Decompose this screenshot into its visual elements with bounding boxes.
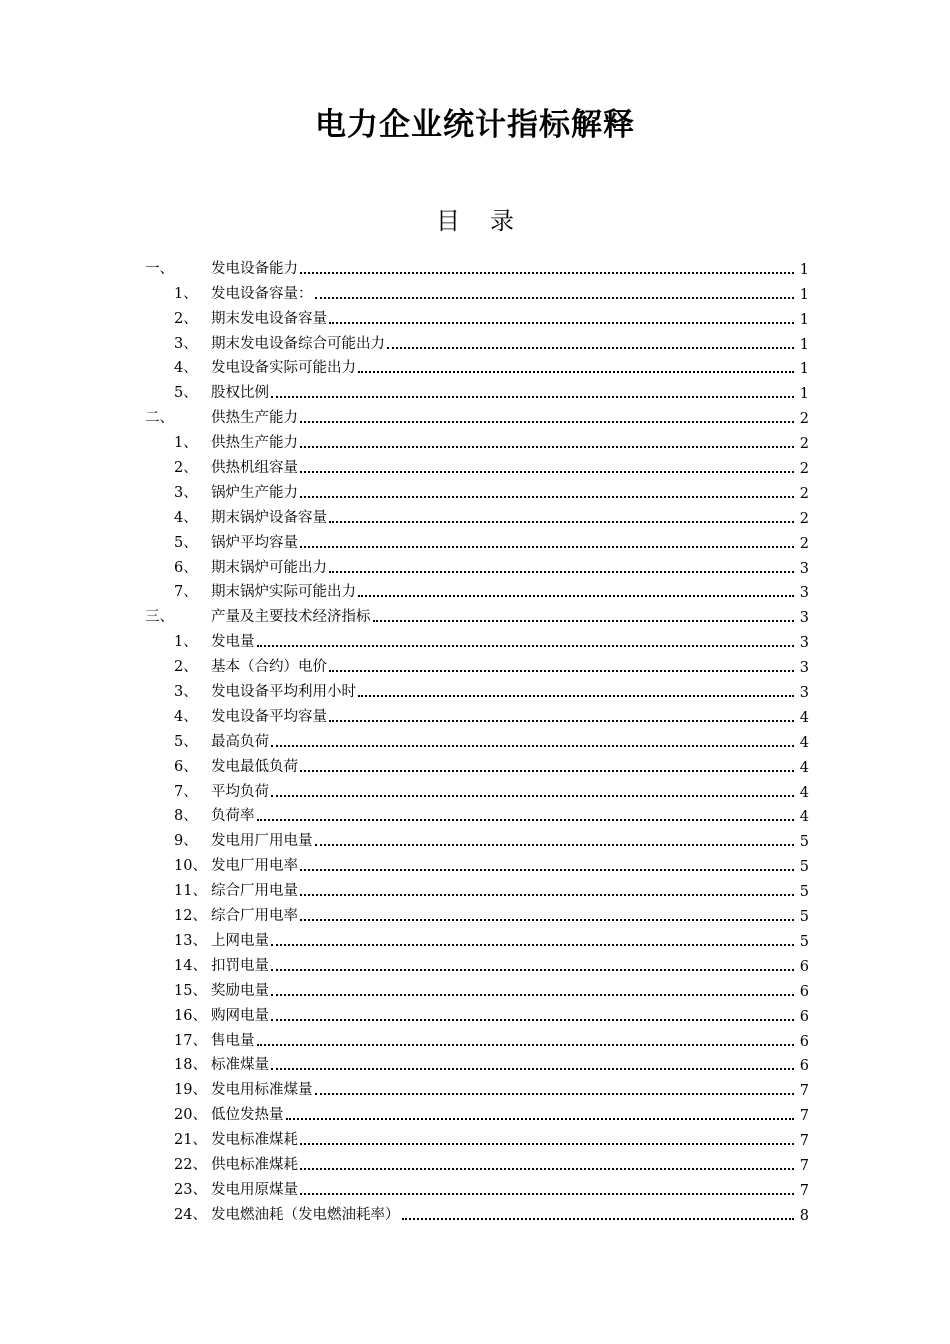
toc-entry[interactable] (145, 1074, 809, 1099)
toc-entry-number: 12、 (174, 908, 207, 925)
toc-entry-label: 供热生产能力 (211, 435, 298, 452)
toc-leader-dots (257, 635, 795, 647)
toc-entry-page: 6 (799, 1058, 809, 1075)
toc-entry-page: 4 (799, 734, 809, 751)
toc-leader-dots (387, 337, 794, 349)
toc-entry[interactable] (145, 1025, 809, 1050)
toc-leader-dots (300, 760, 794, 772)
toc-entry-number: 22、 (174, 1156, 207, 1173)
toc-entry-label: 锅炉平均容量 (211, 534, 298, 551)
toc-entry[interactable] (145, 552, 809, 577)
toc-entry-page: 1 (799, 361, 809, 378)
toc-entry-page: 4 (799, 784, 809, 801)
toc-entry-number: 9、 (174, 833, 198, 850)
toc-entry-label: 低位发热量 (211, 1107, 284, 1124)
toc-entry-number: 三、 (145, 609, 174, 626)
toc-leader-dots (300, 1183, 794, 1195)
toc-entry-number: 6、 (174, 559, 198, 576)
toc-leader-dots (315, 287, 795, 299)
toc-entry-page: 6 (799, 1033, 809, 1050)
toc-entry-page: 5 (799, 933, 809, 950)
toc-leader-dots (358, 361, 794, 373)
toc-entry-page: 4 (799, 709, 809, 726)
toc-entry-label: 锅炉生产能力 (211, 484, 298, 501)
toc-entry-number: 24、 (174, 1206, 207, 1223)
toc-entry-number: 2、 (174, 460, 198, 477)
toc-entry-label: 期末锅炉设备容量 (211, 509, 327, 526)
toc-entry-label: 股权比例 (211, 385, 269, 402)
toc-leader-dots (329, 660, 794, 672)
toc-entry-page: 5 (799, 859, 809, 876)
toc-leader-dots (300, 436, 794, 448)
toc-entry-number: 3、 (174, 335, 198, 352)
toc-leader-dots (271, 1058, 794, 1070)
toc-leader-dots (300, 411, 794, 423)
toc-entry[interactable] (145, 1000, 809, 1025)
toc-entry-page: 2 (799, 485, 809, 502)
toc-entry[interactable] (145, 1124, 809, 1149)
toc-entry-page: 7 (799, 1157, 809, 1174)
toc-entry-number: 2、 (174, 659, 198, 676)
toc-entry-number: 1、 (174, 285, 198, 302)
toc-entry-page: 7 (799, 1108, 809, 1125)
toc-leader-dots (257, 809, 795, 821)
toc-entry[interactable] (145, 377, 809, 402)
toc-entry-page: 1 (799, 261, 809, 278)
toc-entry-label: 供热生产能力 (211, 410, 298, 427)
toc-entry[interactable] (145, 975, 809, 1000)
toc-entry-label: 标准煤量 (211, 1057, 269, 1074)
toc-entry-page: 1 (799, 286, 809, 303)
toc-entry-number: 5、 (174, 733, 198, 750)
toc-entry-number: 13、 (174, 932, 207, 949)
toc-entry-label: 综合厂用电率 (211, 908, 298, 925)
toc-entry[interactable] (145, 477, 809, 502)
toc-leader-dots (315, 1083, 795, 1095)
toc-entry-label: 综合厂用电量 (211, 883, 298, 900)
toc-entry-page: 6 (799, 983, 809, 1000)
toc-entry-label: 奖励电量 (211, 982, 269, 999)
toc-entry-label: 期末发电设备综合可能出力 (211, 335, 385, 352)
toc-entry-page: 7 (799, 1182, 809, 1199)
toc-entry-number: 1、 (174, 634, 198, 651)
toc-entry[interactable] (145, 328, 809, 353)
toc-entry-number: 8、 (174, 808, 198, 825)
toc-entry[interactable] (145, 701, 809, 726)
toc-entry[interactable] (145, 900, 809, 925)
toc-entry-page: 5 (799, 909, 809, 926)
toc-entry[interactable] (145, 1050, 809, 1075)
toc-entry-page: 4 (799, 759, 809, 776)
toc-entry-page: 7 (799, 1083, 809, 1100)
toc-leader-dots (373, 610, 795, 622)
toc-entry-number: 二、 (145, 410, 174, 427)
toc-leader-dots (358, 685, 794, 697)
toc-entry-page: 3 (799, 560, 809, 577)
toc-entry-page: 8 (799, 1207, 809, 1224)
toc-entry-label: 发电量 (211, 634, 255, 651)
toc-entry-page: 2 (799, 411, 809, 428)
toc-entry-number: 16、 (174, 1007, 207, 1024)
toc-entry-page: 2 (799, 535, 809, 552)
toc-leader-dots (271, 735, 794, 747)
toc-entry-label: 发电设备平均利用小时 (211, 684, 356, 701)
toc-entry-number: 15、 (174, 982, 207, 999)
toc-entry-label: 平均负荷 (211, 783, 269, 800)
document-title: 电力企业统计指标解释 (315, 107, 635, 143)
toc-entry-label: 产量及主要技术经济指标 (211, 609, 371, 626)
toc-leader-dots (402, 1208, 795, 1220)
toc-leader-dots (358, 585, 794, 597)
toc-entry-label: 售电量 (211, 1032, 255, 1049)
toc-entry-number: 4、 (174, 360, 198, 377)
toc-entry-number: 10、 (174, 858, 207, 875)
toc-entry[interactable] (145, 950, 809, 975)
toc-leader-dots (300, 536, 794, 548)
toc-entry-number: 7、 (174, 783, 198, 800)
toc-entry-page: 5 (799, 884, 809, 901)
toc-entry-label: 发电设备实际可能出力 (211, 360, 356, 377)
toc-entry-label: 期末锅炉可能出力 (211, 559, 327, 576)
toc-heading-char-1: 目 (436, 207, 460, 235)
toc-entry[interactable] (145, 353, 809, 378)
toc-entry[interactable] (145, 676, 809, 701)
toc-entry-page: 3 (799, 660, 809, 677)
toc-heading-char-2: 录 (490, 207, 514, 235)
toc-entry-label: 供热机组容量 (211, 460, 298, 477)
toc-entry[interactable] (145, 601, 809, 626)
toc-leader-dots (300, 1133, 794, 1145)
toc-leader-dots (315, 834, 795, 846)
toc-entry-label: 发电用标准煤量 (211, 1082, 313, 1099)
toc-entry-page: 6 (799, 958, 809, 975)
toc-leader-dots (300, 884, 794, 896)
toc-entry-label: 购网电量 (211, 1007, 269, 1024)
toc-entry-number: 14、 (174, 957, 207, 974)
toc-leader-dots (300, 1158, 794, 1170)
toc-leader-dots (271, 1009, 794, 1021)
toc-entry-page: 5 (799, 834, 809, 851)
toc-leader-dots (329, 312, 794, 324)
toc-entry-page: 2 (799, 461, 809, 478)
toc-entry-label: 基本（合约）电价 (211, 659, 327, 676)
toc-leader-dots (329, 710, 794, 722)
toc-entry[interactable] (145, 1199, 809, 1224)
toc-leader-dots (286, 1108, 795, 1120)
toc-entry-number: 19、 (174, 1082, 207, 1099)
toc-entry[interactable] (145, 651, 809, 676)
toc-entry-number: 1、 (174, 435, 198, 452)
toc-entry-label: 发电用厂用电量 (211, 833, 313, 850)
toc-entry-label: 期末锅炉实际可能出力 (211, 584, 356, 601)
toc-entry[interactable] (145, 825, 809, 850)
toc-entry-number: 4、 (174, 509, 198, 526)
toc-leader-dots (300, 262, 794, 274)
toc-entry-label: 上网电量 (211, 932, 269, 949)
toc-entry-number: 17、 (174, 1032, 207, 1049)
toc-entry-label: 发电燃油耗（发电燃油耗率） (211, 1206, 400, 1223)
toc-leader-dots (300, 909, 794, 921)
toc-entry-page: 2 (799, 436, 809, 453)
toc-leader-dots (271, 959, 794, 971)
toc-entry-page: 6 (799, 1008, 809, 1025)
table-of-contents (145, 253, 809, 1224)
toc-entry-number: 6、 (174, 758, 198, 775)
toc-entry-page: 7 (799, 1133, 809, 1150)
toc-entry-number: 23、 (174, 1181, 207, 1198)
toc-entry-label: 最高负荷 (211, 733, 269, 750)
toc-entry-label: 负荷率 (211, 808, 255, 825)
toc-entry[interactable] (145, 577, 809, 602)
toc-entry[interactable] (145, 1149, 809, 1174)
toc-entry[interactable] (145, 502, 809, 527)
toc-entry[interactable] (145, 776, 809, 801)
toc-entry-number: 3、 (174, 684, 198, 701)
toc-entry-label: 发电标准煤耗 (211, 1132, 298, 1149)
toc-leader-dots (271, 984, 794, 996)
toc-entry-label: 发电最低负荷 (211, 758, 298, 775)
toc-entry[interactable] (145, 925, 809, 950)
toc-entry[interactable] (145, 1099, 809, 1124)
toc-entry-number: 一、 (145, 260, 174, 277)
toc-leader-dots (271, 785, 794, 797)
toc-entry[interactable] (145, 452, 809, 477)
toc-entry-number: 11、 (174, 883, 207, 900)
toc-entry[interactable] (145, 850, 809, 875)
toc-entry-page: 1 (799, 386, 809, 403)
toc-entry-number: 2、 (174, 310, 198, 327)
toc-entry-label: 供电标准煤耗 (211, 1156, 298, 1173)
toc-entry-number: 4、 (174, 708, 198, 725)
toc-leader-dots (329, 561, 794, 573)
toc-entry-number: 21、 (174, 1132, 207, 1149)
toc-entry-page: 3 (799, 610, 809, 627)
toc-entry[interactable] (145, 875, 809, 900)
toc-entry-label: 发电设备平均容量 (211, 708, 327, 725)
toc-entry-number: 20、 (174, 1107, 207, 1124)
toc-leader-dots (300, 859, 794, 871)
toc-entry[interactable] (145, 527, 809, 552)
toc-leader-dots (300, 486, 794, 498)
toc-leader-dots (329, 511, 794, 523)
toc-entry-page: 1 (799, 336, 809, 353)
toc-entry-page: 4 (799, 809, 809, 826)
toc-entry[interactable] (145, 626, 809, 651)
toc-leader-dots (271, 934, 794, 946)
toc-heading (0, 201, 950, 241)
toc-entry-page: 1 (799, 311, 809, 328)
toc-entry-number: 3、 (174, 484, 198, 501)
toc-entry[interactable] (145, 278, 809, 303)
toc-entry-number: 5、 (174, 534, 198, 551)
toc-leader-dots (257, 1034, 795, 1046)
toc-entry-label: 发电设备容量： (211, 285, 313, 302)
toc-entry[interactable] (145, 303, 809, 328)
toc-entry-number: 18、 (174, 1057, 207, 1074)
toc-entry[interactable] (145, 253, 809, 278)
toc-entry-page: 2 (799, 510, 809, 527)
toc-entry[interactable] (145, 751, 809, 776)
toc-entry-label: 发电厂用电率 (211, 858, 298, 875)
toc-entry-page: 3 (799, 635, 809, 652)
toc-entry[interactable] (145, 402, 809, 427)
toc-entry[interactable] (145, 726, 809, 751)
toc-entry-label: 发电用原煤量 (211, 1181, 298, 1198)
toc-entry[interactable] (145, 427, 809, 452)
toc-entry-number: 7、 (174, 584, 198, 601)
toc-entry-label: 扣罚电量 (211, 957, 269, 974)
toc-entry[interactable] (145, 801, 809, 826)
toc-entry-page: 3 (799, 585, 809, 602)
toc-entry-label: 期末发电设备容量 (211, 310, 327, 327)
toc-leader-dots (300, 461, 794, 473)
toc-entry[interactable] (145, 1174, 809, 1199)
toc-entry-number: 5、 (174, 385, 198, 402)
toc-leader-dots (271, 386, 794, 398)
toc-entry-page: 3 (799, 685, 809, 702)
toc-entry-label: 发电设备能力 (211, 260, 298, 277)
